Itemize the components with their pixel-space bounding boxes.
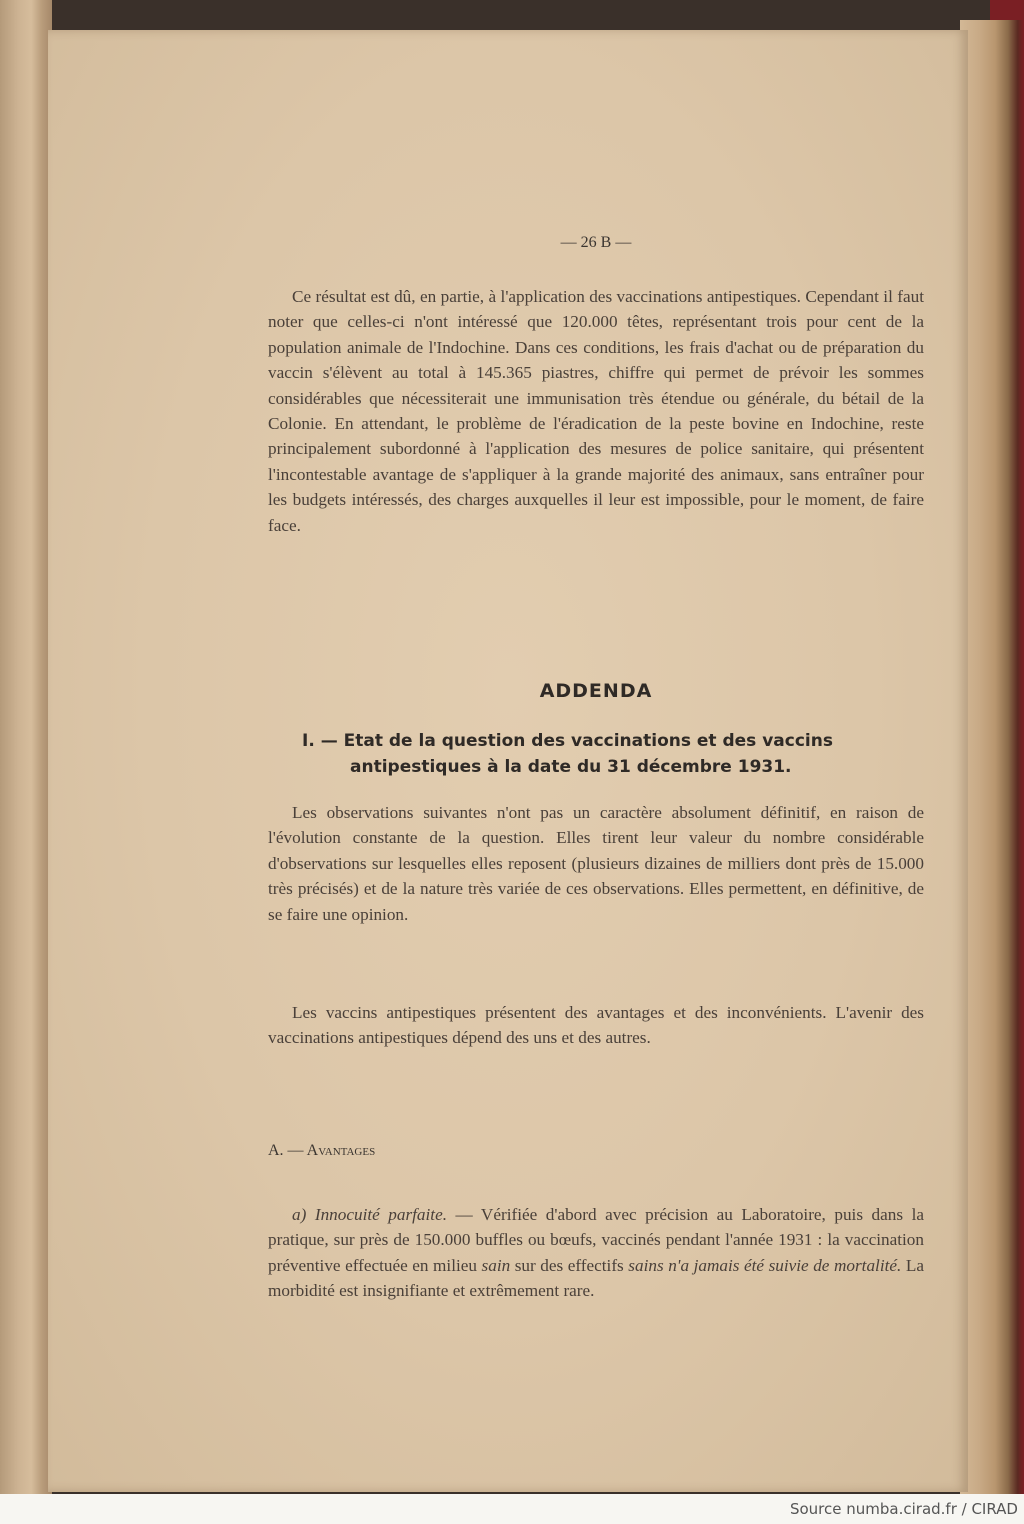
innocuite-text-3: La morbidité est insignifiante et extrêmement rare. bbox=[268, 1255, 924, 1301]
paragraph-innocuite bbox=[268, 1202, 924, 1304]
paragraph-observations: Les observations suivantes n'ont pas un caractère absolument définitif, en raison de l'évolution constante de la question. Elles tirent leur valeur du nombre considérable d'observations sur lesquelles elles reposent (plusieurs dizaines de milliers dont près de 15.000 très précisés) et de la nature très variée de ces observations. Elles permettent, en définitive, de se faire une opinion. bbox=[268, 803, 924, 924]
paragraph-vaccines: Les vaccins antipestiques présentent des avantages et des inconvénients. L'avenir des vaccinations antipestiques dépend des uns et des autres. bbox=[268, 1003, 924, 1048]
paragraph-results: Ce résultat est dû, en partie, à l'application des vaccinations antipestiques. Cependant il faut noter que celles-ci n'ont intéressé que 120.000 têtes, représentant trois pour cent de la population animale de l'Indochine. Dans ces conditions, les frais d'achat ou de préparation du vaccin s'élèvent au total à 145.365 piastres, chiffre qui permet de prévoir les sommes considérables que nécessiterait une immunisation très étendue ou générale, du bétail de la Colonie. En attendant, le problème de l'éradication de la peste bovine en Indochine, reste principalement subordonné à l'application des mesures de police sanitaire, qui présentent l'incontestable avantage de s'appliquer à la grande majorité des animaux, sans entraîner pour les budgets intéressés, des charges auxquelles il leur est impossible, pour le moment, de faire face. bbox=[268, 287, 924, 535]
page-number: — 26 B — bbox=[560, 234, 632, 251]
document-page bbox=[48, 30, 968, 1492]
book-edge-right bbox=[960, 20, 1024, 1494]
innocuite-lead: a) Innocuité parfaite. bbox=[292, 1205, 447, 1224]
book-edge-left bbox=[0, 0, 52, 1494]
section-heading-addenda: ADDENDA bbox=[539, 680, 653, 702]
subheading-line-2: antipestiques à la date du 31 décembre 1931. bbox=[350, 757, 792, 777]
section-label-avantages: A. — Avantages bbox=[268, 1142, 376, 1159]
subheading-vaccinations bbox=[302, 728, 902, 780]
innocuite-em-1: sain bbox=[481, 1255, 511, 1275]
subheading-line-1: I. — Etat de la question des vaccinations et des vaccins bbox=[302, 731, 833, 751]
source-credit: Source numba.cirad.fr / CIRAD bbox=[789, 1500, 1018, 1518]
innocuite-text-2: sur des effectifs bbox=[510, 1255, 629, 1275]
innocuite-em-2: sains n'a jamais été suivie de mortalité. bbox=[628, 1255, 902, 1275]
innocuite-text-1: — Vérifiée d'abord avec précision au Laboratoire, puis dans la pratique, sur près de 150.000 buffles ou bœufs, vaccinés pendant l'année 1931 : la vaccination préventive effectuée en milieu bbox=[268, 1205, 924, 1275]
